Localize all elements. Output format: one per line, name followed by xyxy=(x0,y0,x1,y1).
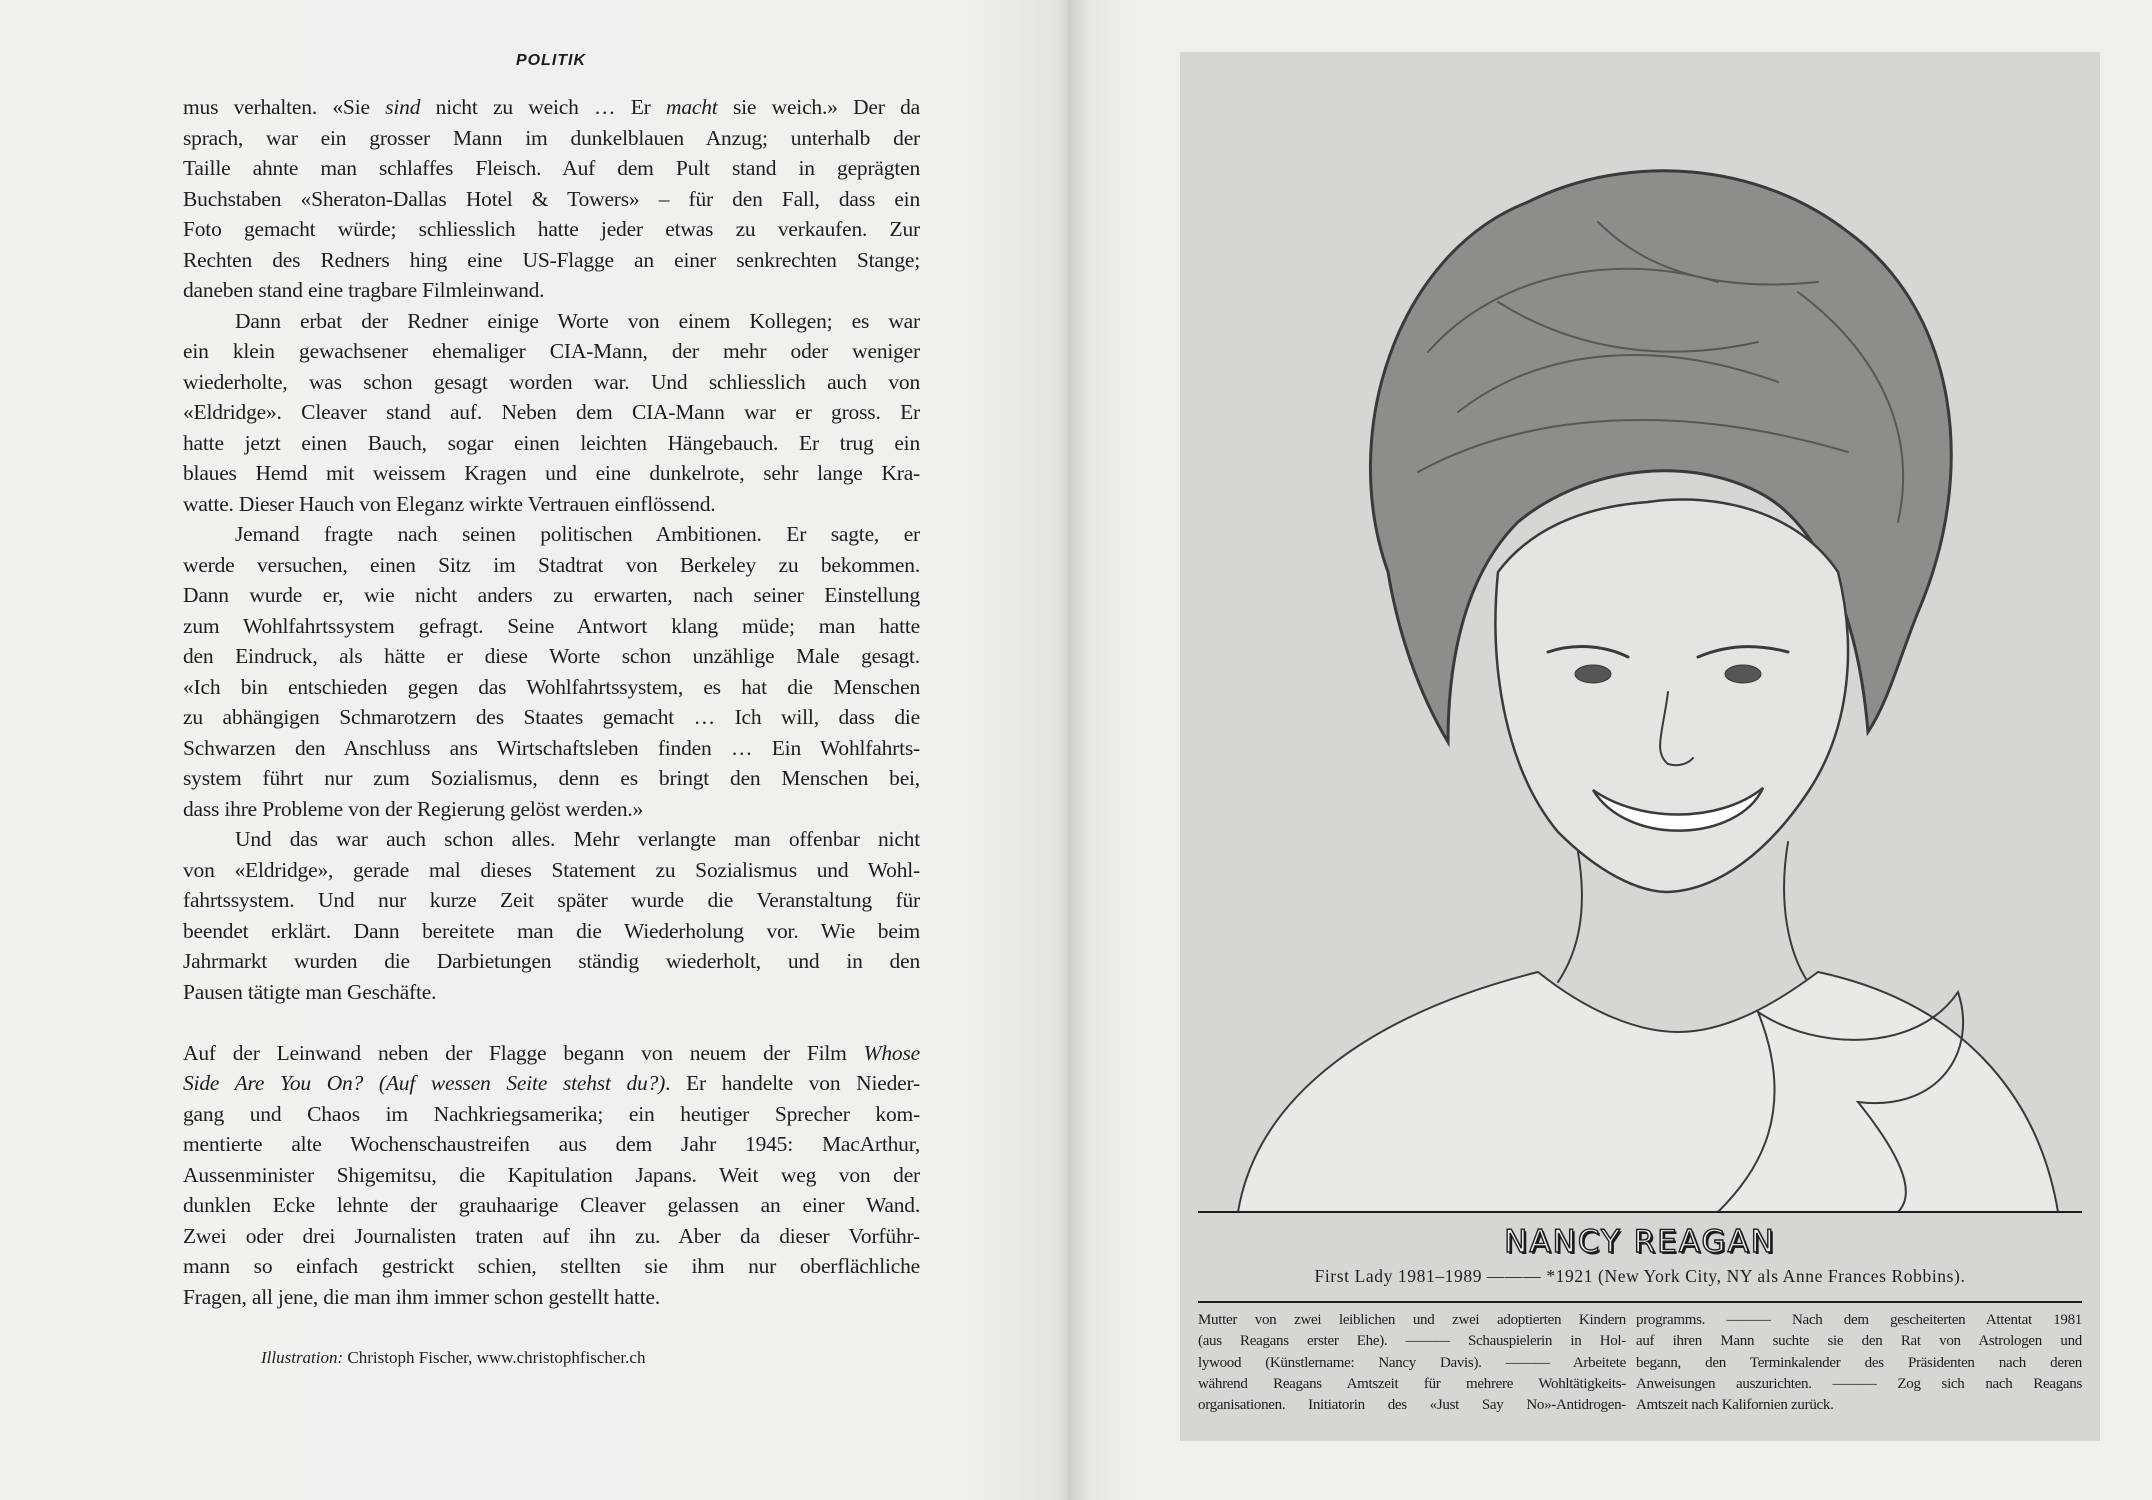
text-line xyxy=(183,92,920,123)
italic-text: Side Are You On? (Auf wessen Seite stehst du?) xyxy=(183,1071,666,1095)
text-segment: mus verhalten. «Sie xyxy=(183,95,386,119)
profile-panel xyxy=(1180,52,2100,1441)
text-segment: ein klein gewachsener ehemaliger CIA-Mann, der mehr oder weniger xyxy=(183,339,920,363)
text-segment: wiederholte, was schon gesagt worden war. Und schliesslich auch von xyxy=(183,369,920,394)
text-segment: watte. Dieser Hauch von Eleganz wirkte Vertrauen einflössend. xyxy=(183,491,716,516)
italic-text: sind xyxy=(385,95,421,119)
bio-column-left xyxy=(1198,1310,1626,1416)
bio-line: Amtszeit nach Kalifornien zurück. xyxy=(1636,1397,1834,1414)
text-segment: «Ich bin entschieden gegen das Wohlfahrtssystem, es hat die Menschen xyxy=(183,674,920,699)
blouse xyxy=(1238,972,2058,1212)
text-segment: fahrtssystem. Und nur kurze Zeit später wurde die Veranstaltung für xyxy=(183,888,920,912)
text-line xyxy=(183,1068,920,1099)
text-segment: dass ihre Probleme von der Regierung gelöst werden.» xyxy=(183,796,644,821)
article-body xyxy=(183,92,920,1312)
text-line xyxy=(183,306,920,337)
text-segment: zum Wohlfahrtssystem gefragt. Seine Antwort klang müde; man hatte xyxy=(183,613,920,638)
text-line xyxy=(183,763,920,794)
text-line xyxy=(183,336,920,367)
section-header: POLITIK xyxy=(515,52,587,69)
text-line xyxy=(183,824,920,855)
text-line xyxy=(183,733,920,764)
text-segment: beendet erklärt. Dann bereitete man die Wiederholung vor. Wie beim xyxy=(183,918,920,943)
text-line xyxy=(183,367,920,398)
text-segment: «Eldridge». Cleaver stand auf. Neben dem CIA-Mann war er gross. Er xyxy=(183,400,920,424)
credit-text: Christoph Fischer, www.christophfischer.ch xyxy=(343,1348,646,1367)
text-line xyxy=(183,946,920,977)
profile-name: NANCY REAGAN xyxy=(1504,1224,1776,1260)
text-segment: Dann wurde er, wie nicht anders zu erwarten, nach seiner Einstellung xyxy=(183,583,920,607)
text-line xyxy=(183,1038,920,1069)
profile-subtitle: First Lady 1981–1989 ——— *1921 (New York City, NY als Anne Frances Robbins). xyxy=(1314,1266,1966,1286)
text-segment: Foto gemacht würde; schliesslich hatte jeder etwas zu verkaufen. Zur xyxy=(183,217,920,241)
text-segment: hatte jetzt einen Bauch, sogar einen leichten Hängebauch. Er trug ein xyxy=(183,430,920,455)
text-line xyxy=(183,489,920,520)
italic-text: macht xyxy=(666,95,718,119)
text-line xyxy=(183,1099,920,1130)
text-line xyxy=(183,1160,920,1191)
divider xyxy=(1198,1301,2082,1303)
text-segment: Jemand fragte nach seinen politischen Ambitionen. Er sagte, er xyxy=(235,522,920,546)
text-segment: Buchstaben «Sheraton-Dallas Hotel & Towers» – für den Fall, dass ein xyxy=(183,186,920,211)
bio-line: lywood (Künstlername: Nancy Davis). ——— Arbeitete xyxy=(1198,1354,1626,1371)
text-segment: mentierte alte Wochenschaustreifen aus dem Jahr 1945: MacArthur, xyxy=(183,1132,920,1156)
text-line xyxy=(183,672,920,703)
bio-column-right xyxy=(1636,1310,2082,1416)
illustration-credit xyxy=(261,1348,645,1368)
left-page xyxy=(0,0,1068,1500)
bio-line: (aus Reagans erster Ehe). ——— Schauspielerin in Hol- xyxy=(1198,1333,1626,1350)
text-line xyxy=(183,550,920,581)
text-segment: Dann erbat der Redner einige Worte von einem Kollegen; es war xyxy=(235,308,920,333)
bio-line: organisationen. Initiatorin des «Just Say No»-Antidrogen- xyxy=(1198,1397,1626,1414)
text-segment: Rechten des Redners hing eine US-Flagge an einer senkrechten Stange; xyxy=(183,247,920,272)
text-segment: Jahrmarkt wurden die Darbietungen ständig wiederholt, und in den xyxy=(183,949,920,973)
portrait-illustration xyxy=(1198,52,2082,1212)
text-line xyxy=(183,245,920,276)
text-segment: Fragen, all jene, die man ihm immer schon gestellt hatte. xyxy=(183,1284,660,1309)
bio-line: auf ihren Mann suchte sie den Rat von Astrologen und xyxy=(1636,1333,2082,1350)
text-line xyxy=(183,458,920,489)
bio-line: Mutter von zwei leiblichen und zwei adoptierten Kindern xyxy=(1198,1312,1626,1328)
paragraph-gap xyxy=(183,1007,920,1038)
italic-text: Whose xyxy=(863,1040,920,1065)
text-line xyxy=(183,977,920,1008)
divider xyxy=(1198,1211,2082,1213)
text-segment: daneben stand eine tragbare Filmleinwand. xyxy=(183,278,545,302)
text-line xyxy=(183,214,920,245)
text-segment: Auf der Leinwand neben der Flagge begann von neuem der Film xyxy=(183,1040,864,1065)
text-segment: nicht zu weich … Er xyxy=(420,95,667,119)
text-line xyxy=(183,702,920,733)
text-segment: zu abhängigen Schmarotzern des Staates gemacht … Ich will, dass die xyxy=(183,705,920,729)
text-segment: Taille ahnte man schlaffes Fleisch. Auf dem Pult stand in geprägten xyxy=(183,156,920,180)
text-line xyxy=(183,580,920,611)
text-segment: den Eindruck, als hätte er diese Worte schon unzählige Male gesagt. xyxy=(183,644,920,668)
bio-line: programms. ——— Nach dem gescheiterten Attentat 1981 xyxy=(1636,1312,2082,1328)
text-line xyxy=(183,855,920,886)
text-segment: gang und Chaos im Nachkriegsamerika; ein heutiger Sprecher kom- xyxy=(183,1101,920,1126)
bio-line: begann, den Terminkalender des Präsidenten nach deren xyxy=(1636,1354,2082,1371)
credit-label: Illustration: xyxy=(261,1348,344,1367)
text-segment: . Er handelte von Nieder- xyxy=(665,1071,920,1095)
bio-line: während Reagans Amtszeit für mehrere Wohltätigkeits- xyxy=(1198,1375,1626,1392)
text-line xyxy=(183,1129,920,1160)
text-line xyxy=(183,397,920,428)
text-segment: werde versuchen, einen Sitz im Stadtrat von Berkeley zu bekommen. xyxy=(183,552,920,577)
text-line xyxy=(183,428,920,459)
text-segment: sie weich.» Der da xyxy=(717,95,920,119)
text-line xyxy=(183,123,920,154)
text-line xyxy=(183,794,920,825)
text-segment: dunklen Ecke lehnte der grauhaarige Cleaver gelassen an einer Wand. xyxy=(183,1193,920,1217)
text-segment: von «Eldridge», gerade mal dieses Statement zu Sozialismus und Wohl- xyxy=(183,857,920,882)
text-segment: Zwei oder drei Journalisten traten auf ihn zu. Aber da dieser Vorführ- xyxy=(183,1223,920,1248)
text-line xyxy=(183,1221,920,1252)
text-line xyxy=(183,153,920,184)
text-line xyxy=(183,1282,920,1313)
text-line xyxy=(183,184,920,215)
text-segment: Und das war auch schon alles. Mehr verlangte man offenbar nicht xyxy=(235,827,920,851)
text-line xyxy=(183,916,920,947)
text-line xyxy=(183,611,920,642)
text-line xyxy=(183,519,920,550)
bio-line: Anweisungen auszurichten. ——— Zog sich nach Reagans xyxy=(1636,1375,2082,1392)
face xyxy=(1496,500,1849,892)
text-segment: mann so einfach gestrickt schien, stellten sie ihm nur oberflächliche xyxy=(183,1254,920,1278)
text-segment: Pausen tätigte man Geschäfte. xyxy=(183,979,437,1004)
text-segment: system führt nur zum Sozialismus, denn es bringt den Menschen bei, xyxy=(183,766,920,790)
text-segment: Aussenminister Shigemitsu, die Kapitulation Japans. Weit weg von der xyxy=(183,1162,920,1187)
text-line xyxy=(183,641,920,672)
text-line xyxy=(183,1190,920,1221)
text-line xyxy=(183,275,920,306)
text-segment: blaues Hemd mit weissem Kragen und eine dunkelrote, sehr lange Kra- xyxy=(183,461,920,485)
text-segment: Schwarzen den Anschluss ans Wirtschaftsleben finden … Ein Wohlfahrts- xyxy=(183,735,920,760)
text-line xyxy=(183,1251,920,1282)
text-line xyxy=(183,885,920,916)
text-segment: sprach, war ein grosser Mann im dunkelblauen Anzug; unterhalb der xyxy=(183,125,920,150)
